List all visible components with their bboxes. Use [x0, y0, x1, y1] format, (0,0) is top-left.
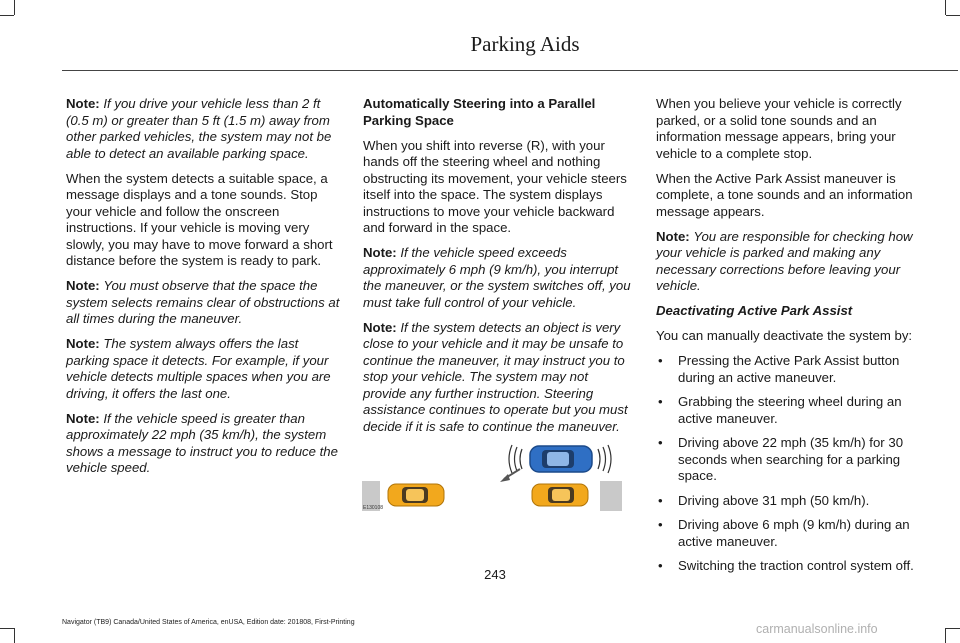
column-3 [656, 96, 936, 583]
crop-mark-bottom-left-v [14, 628, 15, 643]
column-2 [363, 96, 633, 444]
own-vehicle [530, 446, 592, 472]
watermark[interactable]: carmanualsonline.info [756, 622, 878, 636]
note-text: If you drive your vehicle less than 2 ft (0.5 m) or greater than 5 ft (1.5 m) away from other parked vehicles, the system may not be able to detect an available parking space. [66, 96, 332, 161]
sensor-waves-left-icon [509, 445, 522, 473]
figure-id: E130108 [363, 505, 384, 511]
body-paragraph: When the Active Park Assist maneuver is complete, a tone sounds and an information message appears. [656, 170, 913, 219]
list-item-text: Driving above 31 mph (50 km/h). [678, 492, 870, 508]
column-1 [66, 96, 342, 485]
parked-car-right [532, 484, 588, 506]
body-paragraph: When you believe your vehicle is correctly parked, or a solid tone sounds and an information message appears, bring your vehicle to a complete stop. [656, 96, 902, 161]
reverse-arrow-icon [500, 469, 520, 482]
list-item-text: Grabbing the steering wheel during an active maneuver. [678, 394, 902, 426]
note-paragraph [656, 229, 936, 295]
note-label: Note: [66, 96, 100, 111]
note-label: Note: [66, 410, 100, 426]
bullet-icon: • [658, 394, 663, 409]
note-label: Note: [66, 278, 100, 293]
crop-mark-bottom-right-h [946, 628, 960, 629]
sensor-waves-right-icon [598, 445, 611, 473]
curb-right [600, 481, 622, 511]
bullet-icon: • [658, 353, 663, 368]
crop-mark-top-right-h [946, 15, 960, 16]
body-paragraph: When the system detects a suitable space, a message displays and a tone sounds. Stop your vehicle and follow the onscreen instructions. If your vehicle is moving very slowly, you may have to move forward a short distance before the system is ready to park. [66, 170, 333, 268]
note-paragraph [66, 336, 342, 402]
note-label: Note: [66, 336, 100, 351]
section-heading: Automatically Steering into a Parallel Parking Space [363, 96, 596, 128]
note-paragraph [66, 96, 342, 162]
bullet-icon: • [658, 558, 663, 573]
page-header-title: Parking Aids [470, 32, 580, 56]
list-item-text: Driving above 22 mph (35 km/h) for 30 seconds when searching for a parking space. [678, 435, 904, 483]
deactivation-list [656, 353, 936, 575]
list-item [656, 353, 936, 386]
footer-edition-info: Navigator (TB9) Canada/United States of America, enUSA, Edition date: 201808, First-Printing [62, 619, 355, 626]
note-text: If the vehicle speed exceeds approximately 6 mph (9 km/h), you interrupt the maneuver, or the system switches off, you must take full control of your vehicle. [363, 245, 631, 310]
page-number: 243 [484, 567, 506, 582]
crop-mark-top-left-h [0, 15, 14, 16]
body-paragraph: You can manually deactivate the system by: [656, 328, 913, 343]
note-paragraph [66, 411, 342, 477]
list-item-text: Switching the traction control system off. [678, 558, 914, 573]
body-paragraph: When you shift into reverse (R), with your hands off the steering wheel and nothing obstructing its movement, your vehicle steers itself into the space. The system displays instructions to move your vehicle backward and forward in the space. [363, 137, 627, 235]
list-item [656, 493, 936, 510]
list-item [656, 435, 936, 485]
list-item-text: Pressing the Active Park Assist button during an active maneuver. [678, 353, 900, 385]
note-text: You must observe that the space the system selects remains clear of obstructions at all times during the maneuver. [66, 278, 340, 326]
note-text: If the system detects an object is very close to your vehicle and it may be unsafe to continue the maneuver, it may instruct you to stop your vehicle. The system may not provide any further instruction. Steering assistance continues to operate but you must decide if it is safe to continue the maneuver. [363, 319, 628, 434]
note-paragraph [363, 320, 633, 436]
list-item [656, 517, 936, 550]
parallel-parking-illustration [362, 441, 622, 513]
crop-mark-top-left-v [14, 0, 15, 15]
note-paragraph [66, 278, 342, 328]
parked-car-left [388, 484, 444, 506]
note-label: Note: [363, 245, 397, 260]
section-heading: Deactivating Active Park Assist [656, 303, 853, 318]
header-rule [62, 70, 958, 71]
bullet-icon: • [658, 517, 663, 532]
crop-mark-bottom-right-v [945, 628, 946, 643]
note-label: Note: [656, 228, 690, 244]
list-item [656, 394, 936, 427]
note-label: Note: [363, 319, 397, 335]
bullet-icon: • [658, 435, 663, 450]
bullet-icon: • [658, 492, 663, 508]
crop-mark-bottom-left-h [0, 628, 14, 629]
note-paragraph [363, 245, 633, 311]
note-text: If the vehicle speed is greater than approximately 22 mph (35 km/h), the system shows a message to instruct you to reduce the vehicle speed. [66, 410, 338, 475]
crop-mark-top-right-v [945, 0, 946, 15]
list-item-text: Driving above 6 mph (9 km/h) during an active maneuver. [678, 517, 910, 549]
note-text: You are responsible for checking how your vehicle is parked and making any necessary corrections before leaving your vehicle. [656, 228, 913, 293]
note-text: The system always offers the last parking space it detects. For example, if your vehicle detects multiple spaces when you are driving, it offers the last one. [66, 336, 331, 401]
